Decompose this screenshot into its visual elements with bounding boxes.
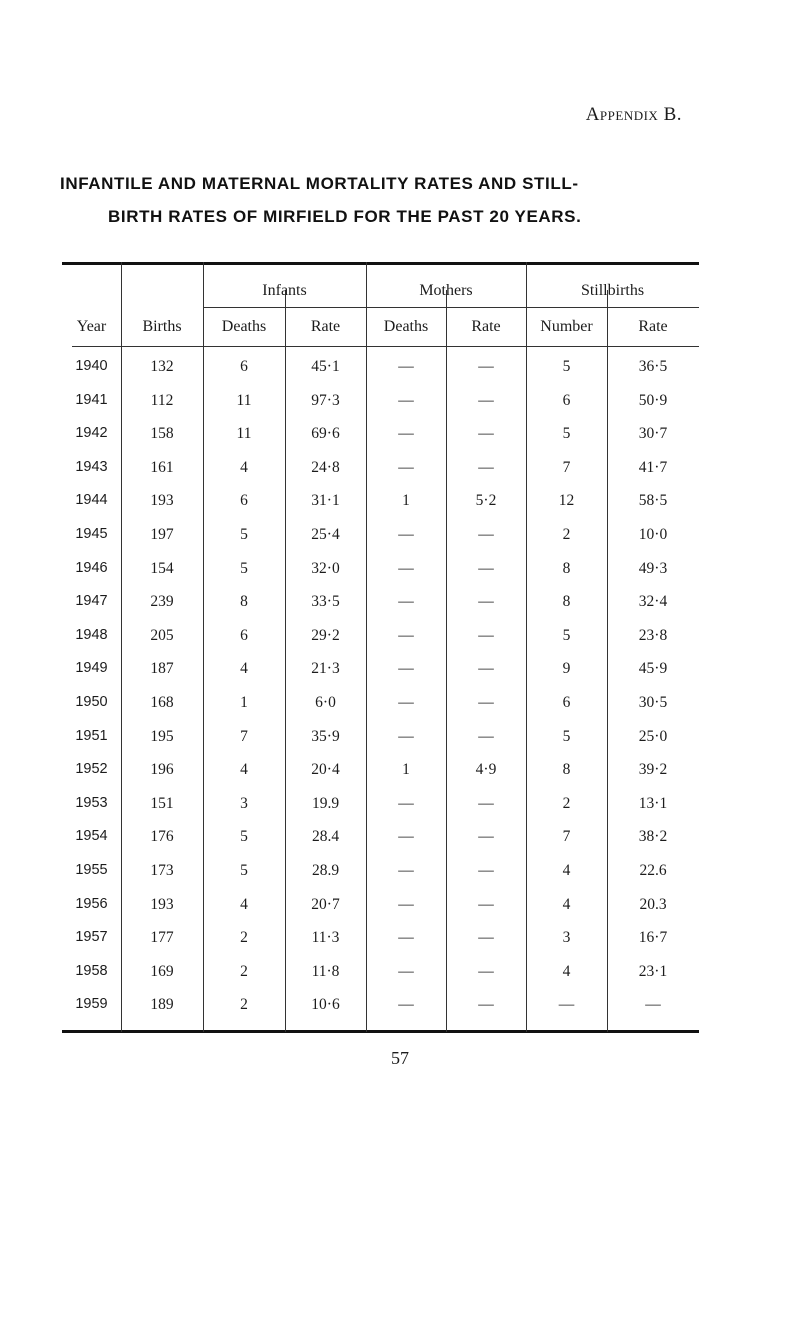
group-header-mothers: Mothers	[419, 282, 473, 299]
cell-mother-deaths: —	[398, 425, 414, 443]
cell-stillbirth-number: 6	[562, 391, 571, 409]
cell-stillbirth-rate: 30·5	[638, 694, 668, 711]
cell-mother-deaths: —	[398, 727, 414, 745]
column-header-births: Births	[142, 318, 182, 335]
cell-stillbirth-number: 12	[558, 492, 575, 510]
column-header-stillbirth-rate: Rate	[638, 318, 668, 335]
cell-births: 154	[150, 559, 174, 577]
cell-stillbirth-rate: 10·0	[638, 526, 668, 543]
group-underline-mothers	[366, 307, 526, 308]
cell-mother-deaths: —	[398, 358, 414, 375]
column-header-mother-deaths: Deaths	[383, 318, 429, 335]
cell-mother-rate: —	[478, 862, 494, 879]
cell-stillbirth-rate: 23·8	[638, 626, 668, 644]
cell-year: 1955	[75, 862, 108, 878]
cell-mother-rate: —	[478, 660, 494, 678]
cell-infant-deaths: 5	[240, 862, 248, 879]
cell-infant-rate: 97·3	[311, 391, 340, 409]
cell-stillbirth-rate: 41·7	[638, 458, 668, 476]
cell-infant-deaths: 6	[240, 358, 248, 375]
cell-mother-deaths: —	[398, 828, 414, 846]
cell-stillbirth-number: 8	[562, 559, 571, 577]
cell-mother-deaths: —	[398, 895, 414, 913]
cell-year: 1943	[75, 458, 108, 475]
cell-mother-rate: —	[478, 425, 494, 443]
cell-infant-deaths: 4	[240, 660, 248, 678]
cell-stillbirth-number: 2	[562, 794, 571, 812]
cell-mother-deaths: —	[398, 694, 414, 711]
cell-mother-rate: —	[478, 458, 494, 476]
cell-births: 195	[150, 727, 174, 745]
cell-year: 1948	[75, 626, 108, 643]
cell-births: 197	[150, 526, 174, 543]
column-header-year: Year	[76, 318, 107, 335]
column-header-infant-deaths: Deaths	[221, 318, 267, 335]
cell-infant-rate: 31·1	[311, 492, 340, 510]
cell-mother-rate: —	[478, 694, 494, 711]
cell-infant-rate: 19.9	[311, 794, 340, 812]
cell-infant-deaths: 11	[236, 425, 252, 443]
cell-births: 177	[150, 929, 174, 947]
cell-stillbirth-number: 3	[562, 929, 571, 947]
cell-year: 1959	[75, 996, 108, 1013]
cell-year: 1952	[75, 761, 108, 778]
cell-stillbirth-number: 5	[562, 358, 571, 375]
group-header-infants: Infants	[262, 282, 307, 299]
cell-stillbirth-number: 8	[562, 593, 571, 611]
cell-stillbirth-rate: 58·5	[638, 492, 668, 510]
cell-year: 1944	[75, 492, 108, 509]
cell-births: 176	[150, 828, 174, 846]
cell-infant-deaths: 5	[240, 828, 248, 846]
cell-year: 1940	[75, 358, 108, 374]
cell-mother-deaths: —	[398, 929, 414, 947]
cell-infant-deaths: 2	[240, 929, 248, 947]
header-underline	[72, 346, 699, 347]
cell-infant-deaths: 8	[240, 593, 248, 611]
cell-mother-rate: —	[478, 929, 494, 947]
cell-mother-rate: —	[478, 828, 494, 846]
cell-stillbirth-rate: 49·3	[638, 559, 668, 577]
cell-stillbirth-rate: 16·7	[638, 929, 668, 947]
cell-stillbirth-rate: —	[645, 996, 661, 1014]
cell-stillbirth-number: 7	[562, 458, 571, 476]
cell-stillbirth-rate: 23·1	[638, 962, 668, 980]
title-line-2: BIRTH RATES OF MIRFIELD FOR THE PAST 20 YEARS.	[108, 207, 582, 226]
cell-stillbirth-number: 5	[562, 626, 571, 644]
table-top-rule	[62, 262, 699, 265]
cell-births: 193	[150, 895, 174, 913]
cell-year: 1941	[75, 391, 108, 408]
cell-mother-deaths: —	[398, 391, 414, 409]
cell-births: 168	[150, 694, 174, 711]
cell-infant-rate: 45·1	[311, 358, 340, 375]
cell-infant-rate: 20·7	[311, 895, 340, 913]
cell-stillbirth-number: 9	[562, 660, 571, 678]
cell-stillbirth-rate: 25·0	[638, 727, 668, 745]
table-bottom-rule	[62, 1030, 699, 1033]
cell-infant-rate: 21·3	[311, 660, 340, 678]
cell-births: 112	[150, 391, 174, 409]
cell-stillbirth-rate: 45·9	[638, 660, 668, 678]
column-divider	[203, 262, 204, 1032]
cell-infant-rate: 28.9	[311, 862, 340, 879]
cell-mother-deaths: 1	[402, 761, 410, 779]
cell-mother-rate: —	[478, 727, 494, 745]
cell-infant-rate: 69·6	[311, 425, 340, 443]
cell-infant-deaths: 6	[240, 492, 248, 510]
cell-stillbirth-number: 5	[562, 727, 571, 745]
cell-year: 1953	[75, 794, 108, 811]
cell-mother-rate: —	[478, 358, 494, 375]
cell-infant-rate: 25·4	[311, 526, 340, 543]
cell-year: 1951	[75, 727, 108, 744]
cell-infant-deaths: 11	[236, 391, 252, 409]
cell-births: 196	[150, 761, 174, 779]
cell-stillbirth-number: 5	[562, 425, 571, 443]
cell-infant-rate: 6·0	[315, 694, 336, 711]
cell-stillbirth-number: 4	[562, 862, 571, 879]
cell-stillbirth-rate: 20.3	[639, 895, 667, 913]
cell-infant-rate: 10·6	[311, 996, 340, 1014]
cell-stillbirth-number: 7	[562, 828, 571, 846]
column-header-infant-rate: Rate	[310, 318, 341, 335]
cell-stillbirth-rate: 36·5	[638, 358, 668, 375]
cell-infant-deaths: 5	[240, 559, 248, 577]
cell-year: 1947	[75, 593, 108, 610]
cell-births: 151	[150, 794, 174, 812]
cell-births: 169	[150, 962, 174, 980]
appendix-label: Appendix B.	[585, 104, 682, 125]
cell-births: 158	[150, 425, 174, 443]
cell-stillbirth-number: 6	[562, 694, 571, 711]
cell-stillbirth-rate: 30·7	[638, 425, 668, 443]
column-header-stillbirth-number: Number	[540, 318, 593, 335]
cell-infant-rate: 11·3	[311, 929, 340, 947]
cell-mother-rate: —	[478, 895, 494, 913]
cell-infant-deaths: 6	[240, 626, 248, 644]
cell-year: 1950	[75, 694, 108, 710]
cell-year: 1956	[75, 895, 108, 912]
group-header-stillbirths: Stillbirths	[580, 282, 645, 299]
cell-infant-rate: 29·2	[311, 626, 340, 644]
cell-stillbirth-number: —	[558, 996, 575, 1014]
cell-mother-deaths: 1	[402, 492, 410, 510]
cell-births: 239	[150, 593, 174, 611]
cell-infant-deaths: 4	[240, 458, 248, 476]
cell-mother-deaths: —	[398, 794, 414, 812]
cell-infant-deaths: 2	[240, 996, 248, 1014]
cell-infant-deaths: 1	[240, 694, 248, 711]
cell-infant-rate: 32·0	[311, 559, 340, 577]
cell-mother-deaths: —	[398, 593, 414, 611]
group-underline-infants	[203, 307, 366, 308]
cell-mother-rate: —	[478, 526, 494, 543]
cell-infant-deaths: 7	[240, 727, 248, 745]
cell-infant-deaths: 4	[240, 761, 248, 779]
cell-infant-rate: 24·8	[311, 458, 340, 476]
cell-births: 132	[150, 358, 174, 375]
cell-year: 1957	[75, 929, 108, 946]
page-number: 57	[391, 1048, 409, 1068]
cell-stillbirth-rate: 13·1	[638, 794, 668, 812]
cell-stillbirth-rate: 50·9	[638, 391, 668, 409]
cell-year: 1946	[75, 559, 108, 576]
cell-infant-deaths: 5	[240, 526, 248, 543]
cell-infant-rate: 33·5	[311, 593, 340, 611]
cell-mother-rate: —	[478, 626, 494, 644]
cell-year: 1958	[75, 962, 108, 979]
cell-stillbirth-rate: 22.6	[639, 862, 667, 879]
cell-stillbirth-number: 8	[562, 761, 571, 779]
cell-infant-rate: 28.4	[311, 828, 340, 846]
cell-births: 161	[150, 458, 174, 476]
cell-mother-deaths: —	[398, 862, 414, 879]
cell-mother-rate: 5·2	[475, 492, 497, 510]
cell-mother-rate: —	[478, 962, 494, 980]
cell-year: 1942	[75, 425, 108, 442]
cell-infant-rate: 35·9	[311, 727, 340, 745]
column-divider	[526, 262, 527, 1032]
cell-mother-deaths: —	[398, 559, 414, 577]
cell-mother-rate: —	[478, 593, 494, 611]
cell-births: 205	[150, 626, 174, 644]
cell-mother-rate: —	[478, 794, 494, 812]
cell-stillbirth-number: 4	[562, 895, 571, 913]
title-line-1: INFANTILE AND MATERNAL MORTALITY RATES AND STILL-	[60, 174, 579, 193]
cell-mother-rate: —	[478, 996, 494, 1014]
cell-mother-deaths: —	[398, 660, 414, 678]
cell-stillbirth-rate: 32·4	[638, 593, 668, 611]
cell-mother-deaths: —	[398, 526, 414, 543]
cell-mother-rate: —	[478, 559, 494, 577]
cell-births: 187	[150, 660, 174, 678]
cell-stillbirth-rate: 39·2	[638, 761, 668, 779]
column-header-mother-rate: Rate	[471, 318, 501, 335]
cell-stillbirth-number: 2	[562, 526, 571, 543]
cell-mother-rate: —	[478, 391, 494, 409]
cell-mother-deaths: —	[398, 996, 414, 1014]
cell-mother-deaths: —	[398, 962, 414, 980]
cell-births: 193	[150, 492, 174, 510]
cell-mother-deaths: —	[398, 458, 414, 476]
cell-infant-rate: 20·4	[311, 761, 340, 779]
cell-mother-rate: 4·9	[475, 761, 497, 779]
cell-year: 1945	[75, 526, 108, 542]
cell-stillbirth-rate: 38·2	[638, 828, 668, 846]
group-underline-stillbirths	[526, 307, 699, 308]
cell-mother-deaths: —	[398, 626, 414, 644]
column-divider	[121, 262, 122, 1032]
column-divider	[366, 262, 367, 1032]
cell-year: 1949	[75, 660, 108, 677]
cell-stillbirth-number: 4	[562, 962, 571, 980]
cell-births: 173	[150, 862, 174, 879]
cell-infant-rate: 11·8	[311, 962, 340, 980]
cell-births: 189	[150, 996, 174, 1014]
cell-infant-deaths: 3	[240, 794, 248, 812]
cell-infant-deaths: 4	[240, 895, 248, 913]
cell-infant-deaths: 2	[240, 962, 248, 980]
cell-year: 1954	[75, 828, 108, 845]
